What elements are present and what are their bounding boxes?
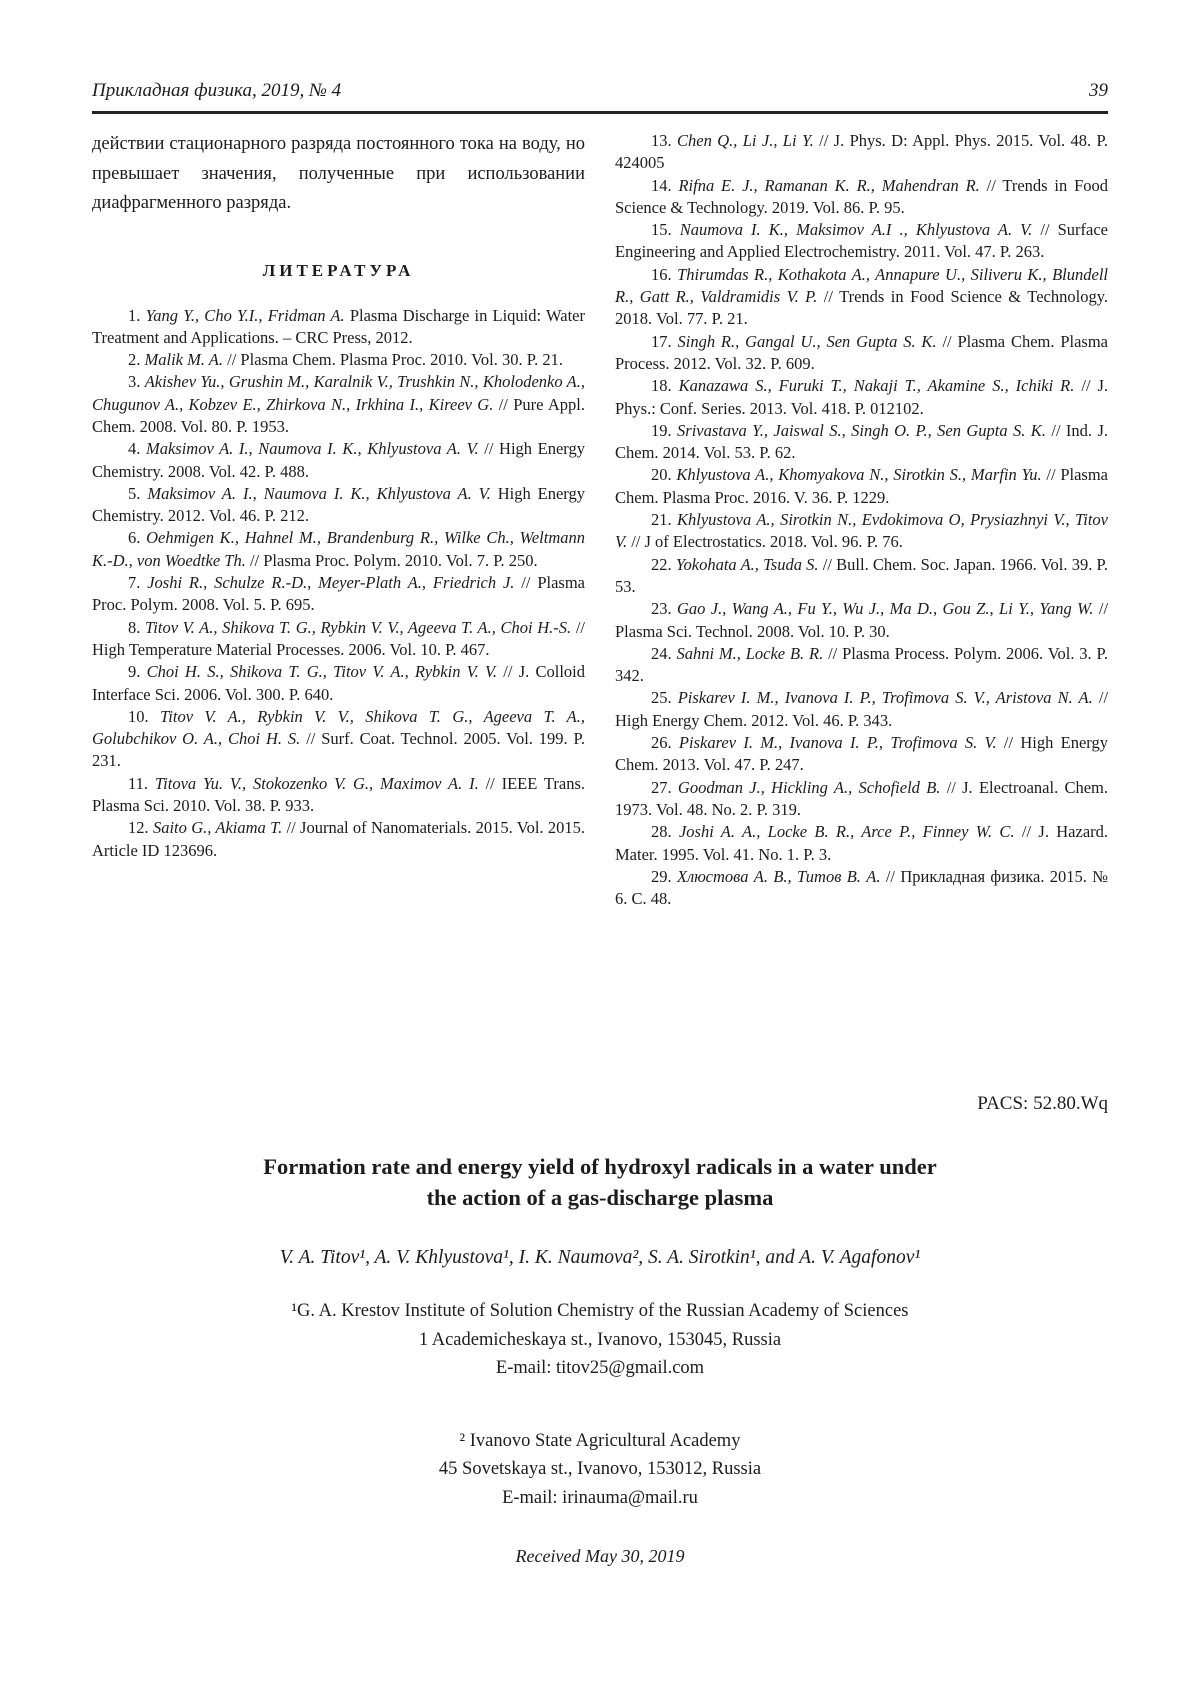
affiliation-2-email: E-mail: irinauma@mail.ru xyxy=(502,1487,698,1508)
intro-paragraph: действии стационарного разряда постоянного тока на воду, но превышает значения, полученные при использовании диафрагменного разряда. xyxy=(92,134,585,213)
references-heading: ЛИТЕРАТУРА xyxy=(262,260,415,280)
reference-number: 25. xyxy=(651,688,672,708)
reference-number: 8. xyxy=(128,617,141,637)
reference-text: // Plasma Chem. Plasma Process. 2012. Vol. 32. P. 609. xyxy=(615,331,1109,373)
reference-number: 18. xyxy=(651,376,672,396)
reference-text: // J. Electroanal. Chem. 1973. Vol. 48. No. 2. P. 319. xyxy=(615,777,1109,819)
reference-authors: Singh R., Gangal U., Sen Gupta S. K. xyxy=(677,331,937,351)
reference-authors: Rifna E. J., Ramanan K. R., Mahendran R. xyxy=(678,175,980,195)
reference-authors: Joshi R., Schulze R.-D., Meyer-Plath A., Friedrich J. xyxy=(147,573,515,593)
reference-item xyxy=(92,817,585,862)
reference-authors: Gao J., Wang A., Fu Y., Wu J., Ma D., Gou Z., Li Y., Yang W. xyxy=(676,599,1094,619)
reference-authors: Joshi A. A., Locke B. R., Arce P., Finney W. C. xyxy=(678,822,1015,842)
article-header-block xyxy=(92,1093,1108,1567)
reference-text: // Plasma Sci. Technol. 2008. Vol. 10. P. 30. xyxy=(615,599,1109,641)
reference-number: 29. xyxy=(651,866,672,886)
reference-text: // J. Phys.: Conf. Series. 2013. Vol. 418. P. 012102. xyxy=(615,376,1109,418)
reference-authors: Khlyustova A., Sirotkin N., Evdokimova O, Prysiazhnyi V., Titov V. xyxy=(615,510,1108,552)
reference-authors: Titov V. A., Shikova T. G., Rybkin V. V., Ageeva T. A., Choi H.-S. xyxy=(145,617,572,637)
reference-number: 4. xyxy=(128,439,141,459)
reference-number: 20. xyxy=(651,465,672,485)
reference-number: 12. xyxy=(128,818,149,838)
reference-item xyxy=(92,617,585,662)
reference-text: // Plasma Process. Polym. 2006. Vol. 3. P. 342. xyxy=(615,643,1108,686)
reference-text: High Energy Chemistry. 2012. Vol. 46. P. 212. xyxy=(92,483,586,526)
reference-authors: Khlyustova A., Khomyakova N., Sirotkin S., Marfin Yu. xyxy=(676,465,1042,485)
reference-list-left xyxy=(92,305,585,862)
affiliation-1 xyxy=(92,1297,1108,1383)
reference-item xyxy=(615,420,1108,465)
reference-text: // Прикладная физика. 2015. № 6. С. 48. xyxy=(615,866,1109,909)
reference-text: Plasma Discharge in Liquid: Water Treatment and Applications. – CRC Press, 2012. xyxy=(92,305,585,347)
reference-authors: Piskarev I. M., Ivanova I. P., Trofimova S. V., Aristova N. A. xyxy=(677,688,1093,708)
reference-number: 11. xyxy=(128,773,149,793)
reference-number: 19. xyxy=(651,420,672,440)
reference-item xyxy=(92,706,585,773)
reference-text: // Plasma Proc. Polym. 2010. Vol. 7. P. 250. xyxy=(249,550,538,570)
affiliation-2 xyxy=(92,1427,1108,1513)
reference-item xyxy=(92,483,585,528)
reference-text: // J. Colloid Interface Sci. 2006. Vol. 300. P. 640. xyxy=(92,662,585,704)
reference-item xyxy=(615,732,1108,777)
reference-authors: Oehmigen K., Hahnel M., Brandenburg R., Wilke Ch., Weltmann K.-D., von Woedtke Th. xyxy=(92,528,586,570)
reference-text: // Plasma Proc. Polym. 2008. Vol. 5. P. 695. xyxy=(92,573,585,615)
pacs-code: PACS: 52.80.Wq xyxy=(977,1093,1108,1114)
reference-authors: Titova Yu. V., Stokozenko V. G., Maximov A. I. xyxy=(154,773,479,793)
reference-item xyxy=(92,438,585,483)
reference-text: // Bull. Chem. Soc. Japan. 1966. Vol. 39. P. 53. xyxy=(615,554,1109,596)
right-column xyxy=(615,130,1108,910)
reference-text: // High Temperature Material Processes. 2006. Vol. 10. P. 467. xyxy=(92,617,586,659)
reference-number: 15. xyxy=(651,220,672,240)
reference-item xyxy=(615,866,1108,911)
reference-authors: Thirumdas R., Kothakota A., Annapure U., Siliveru K., Blundell R., Gatt R., Valdramidis V. P. xyxy=(615,264,1108,307)
reference-item xyxy=(92,305,585,350)
reference-item xyxy=(92,371,585,438)
reference-number: 28. xyxy=(651,822,672,842)
article-title-line: Formation rate and energy yield of hydroxyl radicals in a water under xyxy=(263,1154,937,1179)
affiliation-1-institute: ¹G. A. Krestov Institute of Solution Chemistry of the Russian Academy of Sciences xyxy=(291,1301,909,1321)
reference-number: 5. xyxy=(128,483,141,503)
reference-authors: Maksimov A. I., Naumova I. K., Khlyustova A. V. xyxy=(145,439,479,459)
reference-number: 23. xyxy=(651,599,672,619)
reference-text: // IEEE Trans. Plasma Sci. 2010. Vol. 38. P. 933. xyxy=(92,773,586,816)
two-column-body xyxy=(92,130,1108,910)
reference-text: // Surface Engineering and Applied Electrochemistry. 2011. Vol. 47. P. 263. xyxy=(615,220,1109,262)
affiliation-2-address: 45 Sovetskaya st., Ivanovo, 153012, Russia xyxy=(438,1459,762,1479)
affiliation-2-institute: ² Ivanovo State Agricultural Academy xyxy=(459,1430,741,1451)
reference-text: // Journal of Nanomaterials. 2015. Vol. 2015. Article ID 123696. xyxy=(92,818,586,860)
reference-authors: Yang Y., Cho Y.I., Fridman A. xyxy=(145,305,345,325)
reference-text: // Trends in Food Science & Technology. 2019. Vol. 86. P. 95. xyxy=(615,175,1109,217)
reference-item xyxy=(615,687,1108,732)
article-title-line: the action of a gas-discharge plasma xyxy=(426,1185,774,1210)
reference-item xyxy=(92,572,585,617)
reference-item xyxy=(615,821,1108,866)
reference-number: 22. xyxy=(651,554,672,574)
reference-text: // Pure Appl. Chem. 2008. Vol. 80. P. 1953. xyxy=(92,394,586,436)
reference-authors: Sahni M., Locke B. R. xyxy=(676,643,824,663)
reference-text: // Plasma Chem. Plasma Proc. 2010. Vol. 30. P. 21. xyxy=(227,350,563,370)
reference-authors: Naumova I. K., Maksimov A.I ., Khlyustova A. V. xyxy=(679,220,1033,240)
reference-item xyxy=(615,331,1108,376)
received-date: Received May 30, 2019 xyxy=(515,1546,685,1566)
reference-item xyxy=(615,554,1108,599)
reference-authors: Yokohata A., Tsuda S. xyxy=(675,554,819,574)
reference-authors: Akishev Yu., Grushin M., Karalnik V., Trushkin N., Kholodenko A., Chugunov A., Kobzev E., Zhirkova N., Irkhina I., Kireev G. xyxy=(92,372,585,414)
reference-authors: Kanazawa S., Furuki T., Nakaji T., Akamine S., Ichiki R. xyxy=(678,376,1075,396)
reference-item xyxy=(92,349,585,371)
reference-number: 1. xyxy=(128,305,141,325)
reference-number: 7. xyxy=(128,573,141,593)
reference-text: // High Energy Chem. 2013. Vol. 47. P. 247. xyxy=(615,733,1108,775)
reference-item xyxy=(615,130,1108,175)
reference-item xyxy=(615,464,1108,509)
reference-number: 21. xyxy=(651,510,672,530)
reference-authors: Saito G., Akiama T. xyxy=(152,818,283,838)
journal-name: Прикладная физика, 2019, № 4 xyxy=(92,80,342,101)
reference-number: 9. xyxy=(128,662,141,682)
reference-number: 10. xyxy=(128,706,149,726)
header-rule xyxy=(92,111,1108,114)
reference-item xyxy=(615,643,1108,688)
reference-authors: Malik M. A. xyxy=(144,350,224,370)
reference-number: 6. xyxy=(128,528,141,548)
reference-text: // J. Hazard. Mater. 1995. Vol. 41. No. 1. P. 3. xyxy=(615,822,1109,864)
page-number: 39 xyxy=(1089,80,1108,101)
reference-authors: Chen Q., Li J., Li Y. xyxy=(677,131,814,150)
reference-authors: Piskarev I. M., Ivanova I. P., Trofimova S. V. xyxy=(678,733,997,753)
left-column xyxy=(92,130,585,910)
running-header xyxy=(92,80,1108,102)
reference-text: // Trends in Food Science & Technology. 2018. Vol. 77. P. 21. xyxy=(615,287,1108,329)
reference-number: 27. xyxy=(651,777,672,797)
reference-item xyxy=(615,509,1108,554)
authors-line: V. A. Titov¹, A. V. Khlyustova¹, I. K. Naumova², S. A. Sirotkin¹, and A. V. Agafonov¹ xyxy=(279,1247,921,1268)
reference-item xyxy=(615,264,1108,331)
reference-authors: Goodman J., Hickling A., Schofield B. xyxy=(677,777,941,797)
reference-text: // High Energy Chemistry. 2008. Vol. 42. P. 488. xyxy=(92,439,585,481)
affiliation-1-email: E-mail: titov25@gmail.com xyxy=(495,1358,705,1378)
reference-item xyxy=(615,175,1108,220)
reference-authors: Titov V. A., Rybkin V. V., Shikova T. G., Ageeva T. A., Golubchikov O. A., Choi H. S. xyxy=(92,706,585,749)
reference-text: // High Energy Chem. 2012. Vol. 46. P. 343. xyxy=(615,688,1109,730)
reference-item xyxy=(615,375,1108,420)
reference-text: // J of Electrostatics. 2018. Vol. 96. P. 76. xyxy=(631,532,903,552)
reference-authors: Srivastava Y., Jaiswal S., Singh O. P., Sen Gupta S. K. xyxy=(677,420,1046,440)
reference-authors: Хлюстова А. В., Титов В. А. xyxy=(676,866,881,886)
reference-item xyxy=(92,661,585,706)
affiliation-1-address: 1 Academicheskaya st., Ivanovo, 153045, Russia xyxy=(418,1329,782,1350)
reference-number: 14. xyxy=(651,175,672,195)
reference-item xyxy=(92,527,585,572)
reference-number: 24. xyxy=(651,643,672,663)
reference-number: 2. xyxy=(128,350,141,370)
reference-text: // J. Phys. D: Appl. Phys. 2015. Vol. 48. P. 424005 xyxy=(615,131,1108,173)
reference-number: 26. xyxy=(651,733,672,753)
reference-number: 13. xyxy=(651,131,672,150)
reference-authors: Choi H. S., Shikova T. G., Titov V. A., Rybkin V. V. xyxy=(146,662,498,682)
reference-item xyxy=(615,219,1108,264)
article-title xyxy=(92,1151,1108,1213)
reference-item xyxy=(615,598,1108,643)
reference-number: 16. xyxy=(651,264,672,284)
reference-authors: Maksimov A. I., Naumova I. K., Khlyustova A. V. xyxy=(147,483,491,503)
reference-list-right xyxy=(615,130,1108,910)
reference-item xyxy=(615,777,1108,822)
reference-text: // Surf. Coat. Technol. 2005. Vol. 199. P. 231. xyxy=(92,729,586,771)
reference-item xyxy=(92,773,585,818)
reference-text: // Ind. J. Chem. 2014. Vol. 53. P. 62. xyxy=(615,420,1108,463)
reference-number: 3. xyxy=(128,372,141,392)
reference-number: 17. xyxy=(651,331,672,351)
reference-text: // Plasma Chem. Plasma Proc. 2016. V. 36. P. 1229. xyxy=(615,465,1109,507)
